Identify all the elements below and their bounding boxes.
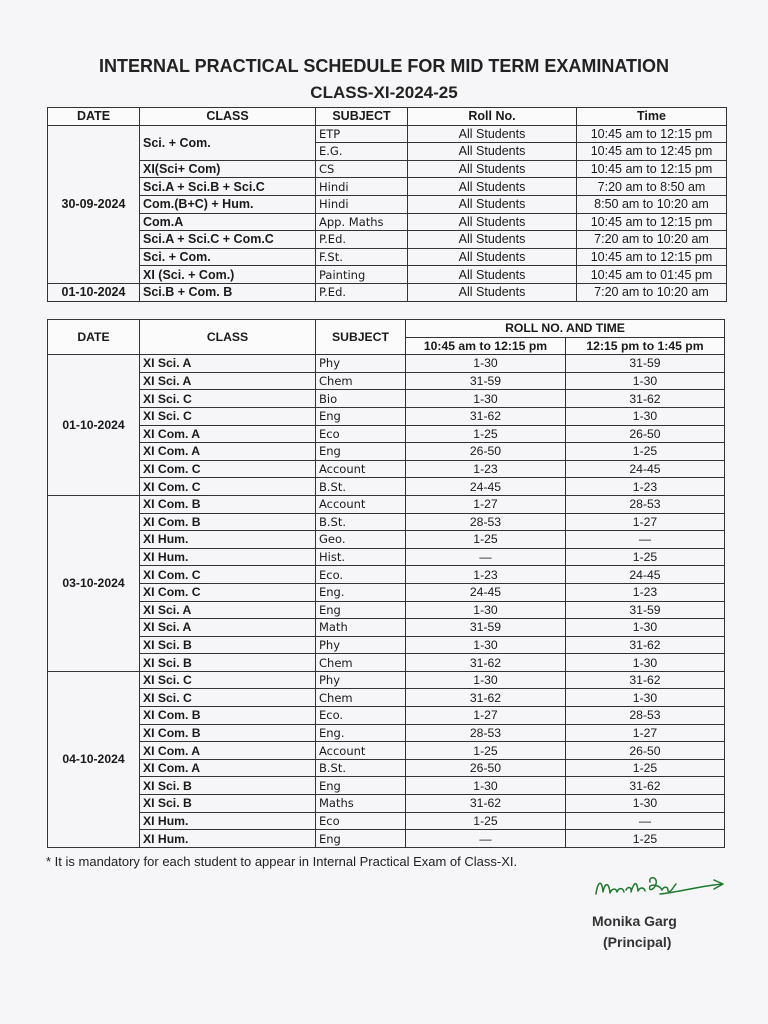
slot1-roll-cell: 31-59: [406, 619, 566, 637]
table-row: [48, 742, 725, 760]
table-row: [48, 266, 727, 284]
header-roll-no-and-time: ROLL NO. AND TIME: [406, 320, 725, 338]
subject-cell: Phy: [316, 636, 406, 654]
subject-cell: Phy: [316, 671, 406, 689]
time-cell: 10:45 am to 01:45 pm: [577, 266, 727, 284]
subject-cell: Chem: [316, 372, 406, 390]
subject-cell: B.St.: [316, 513, 406, 531]
class-cell: XI Com. C: [140, 566, 316, 584]
class-cell: XI Sci. B: [140, 654, 316, 672]
slot2-roll-cell: 1-23: [566, 478, 725, 496]
table-row: [48, 248, 727, 266]
slot2-roll-cell: 31-59: [566, 601, 725, 619]
subject-cell: Bio: [316, 390, 406, 408]
slot1-roll-cell: 1-30: [406, 671, 566, 689]
slot1-roll-cell: 31-62: [406, 795, 566, 813]
subject-cell: Eng: [316, 601, 406, 619]
slot1-roll-cell: 26-50: [406, 759, 566, 777]
slot1-roll-cell: 31-62: [406, 654, 566, 672]
class-cell: XI Sci. A: [140, 355, 316, 373]
class-cell: XI Com. C: [140, 583, 316, 601]
table-row: [48, 513, 725, 531]
subject-cell: Eng: [316, 777, 406, 795]
subject-cell: E.G.: [316, 143, 408, 161]
table-row: [48, 566, 725, 584]
subject-cell: Maths: [316, 795, 406, 813]
table2-header-row: [48, 320, 725, 338]
slot1-roll-cell: 1-27: [406, 495, 566, 513]
class-cell: XI Sci. C: [140, 407, 316, 425]
header-slot-2: 12:15 pm to 1:45 pm: [566, 337, 725, 355]
table-row: [48, 583, 725, 601]
slot2-roll-cell: 31-62: [566, 636, 725, 654]
date-cell: 03-10-2024: [48, 495, 140, 671]
header-class: CLASS: [140, 320, 316, 355]
table-row: [48, 160, 727, 178]
class-cell: XI Com. A: [140, 443, 316, 461]
subject-cell: Eco: [316, 425, 406, 443]
date-cell: 04-10-2024: [48, 671, 140, 847]
class-cell: XI Hum.: [140, 812, 316, 830]
time-cell: 10:45 am to 12:15 pm: [577, 248, 727, 266]
slot1-roll-cell: 1-23: [406, 566, 566, 584]
roll-no-cell: All Students: [408, 283, 577, 301]
date-cell: 30-09-2024: [48, 125, 140, 283]
schedule-table-2: [47, 319, 725, 848]
time-cell: 10:45 am to 12:15 pm: [577, 213, 727, 231]
table-row: [48, 812, 725, 830]
subject-cell: Chem: [316, 654, 406, 672]
slot1-roll-cell: 1-30: [406, 636, 566, 654]
time-cell: 7:20 am to 10:20 am: [577, 231, 727, 249]
table-row: [48, 283, 727, 301]
subject-cell: F.St.: [316, 248, 408, 266]
table-row: [48, 636, 725, 654]
slot1-roll-cell: 24-45: [406, 583, 566, 601]
time-cell: 10:45 am to 12:45 pm: [577, 143, 727, 161]
roll-no-cell: All Students: [408, 178, 577, 196]
subject-cell: Eco: [316, 812, 406, 830]
class-cell: Sci. + Com.: [140, 125, 316, 160]
class-cell: XI Com. B: [140, 724, 316, 742]
slot2-roll-cell: 1-30: [566, 407, 725, 425]
header-date: DATE: [48, 108, 140, 126]
slot2-roll-cell: 1-30: [566, 689, 725, 707]
slot2-roll-cell: 24-45: [566, 566, 725, 584]
class-cell: XI Com. A: [140, 759, 316, 777]
table1-header-row: [48, 108, 727, 126]
class-cell: Sci.B + Com. B: [140, 283, 316, 301]
roll-no-cell: All Students: [408, 160, 577, 178]
table-row: [48, 689, 725, 707]
class-cell: XI Sci. C: [140, 689, 316, 707]
slot1-roll-cell: 31-62: [406, 689, 566, 707]
roll-no-cell: All Students: [408, 125, 577, 143]
subject-cell: B.St.: [316, 759, 406, 777]
class-cell: Sci. + Com.: [140, 248, 316, 266]
time-cell: 10:45 am to 12:15 pm: [577, 160, 727, 178]
class-cell: XI Hum.: [140, 531, 316, 549]
class-cell: Sci.A + Sci.C + Com.C: [140, 231, 316, 249]
table-row: [48, 372, 725, 390]
slot1-roll-cell: 28-53: [406, 724, 566, 742]
table-row: [48, 195, 727, 213]
header-class: CLASS: [140, 108, 316, 126]
subject-cell: Chem: [316, 689, 406, 707]
subject-cell: Phy: [316, 355, 406, 373]
slot1-roll-cell: 1-30: [406, 777, 566, 795]
slot1-roll-cell: 1-30: [406, 355, 566, 373]
subject-cell: Hindi: [316, 178, 408, 196]
table-row: [48, 531, 725, 549]
table-row: [48, 777, 725, 795]
subject-cell: App. Maths: [316, 213, 408, 231]
slot2-roll-cell: 26-50: [566, 742, 725, 760]
subject-cell: Eng.: [316, 583, 406, 601]
header-subject: SUBJECT: [316, 108, 408, 126]
table-row: [48, 213, 727, 231]
document-title: INTERNAL PRACTICAL SCHEDULE FOR MID TERM EXAMINATION: [99, 56, 669, 76]
slot1-roll-cell: 1-25: [406, 812, 566, 830]
slot2-roll-cell: 24-45: [566, 460, 725, 478]
subject-cell: Eng: [316, 830, 406, 848]
subject-cell: Account: [316, 495, 406, 513]
principal-name: Monika Garg: [592, 913, 677, 929]
table-row: [48, 355, 725, 373]
header-slot-1: 10:45 am to 12:15 pm: [406, 337, 566, 355]
class-cell: XI Com. C: [140, 478, 316, 496]
principal-title: (Principal): [603, 934, 672, 950]
table-row: [48, 390, 725, 408]
table-row: [48, 125, 727, 143]
table-row: [48, 495, 725, 513]
subject-cell: Account: [316, 460, 406, 478]
subject-cell: Painting: [316, 266, 408, 284]
class-cell: XI Sci. A: [140, 601, 316, 619]
date-cell: 01-10-2024: [48, 283, 140, 301]
class-cell: XI (Sci. + Com.): [140, 266, 316, 284]
table-row: [48, 231, 727, 249]
subject-cell: Hindi: [316, 195, 408, 213]
roll-no-cell: All Students: [408, 213, 577, 231]
roll-no-cell: All Students: [408, 143, 577, 161]
slot2-roll-cell: 1-27: [566, 513, 725, 531]
slot2-roll-cell: 1-25: [566, 830, 725, 848]
slot1-roll-cell: 1-25: [406, 531, 566, 549]
table-row: [48, 178, 727, 196]
class-cell: XI Com. B: [140, 707, 316, 725]
subject-cell: Account: [316, 742, 406, 760]
table-row: [48, 707, 725, 725]
class-cell: XI Sci. B: [140, 795, 316, 813]
subject-cell: ETP: [316, 125, 408, 143]
roll-no-cell: All Students: [408, 248, 577, 266]
slot1-roll-cell: 1-30: [406, 601, 566, 619]
class-cell: XI Com. B: [140, 495, 316, 513]
class-cell: XI Sci. C: [140, 671, 316, 689]
schedule-table-1: [47, 107, 727, 302]
slot2-roll-cell: —: [566, 531, 725, 549]
header-roll-no: Roll No.: [408, 108, 577, 126]
time-cell: 10:45 am to 12:15 pm: [577, 125, 727, 143]
table-row: [48, 601, 725, 619]
slot1-roll-cell: 1-25: [406, 742, 566, 760]
date-cell: 01-10-2024: [48, 355, 140, 496]
mandatory-note: * It is mandatory for each student to appear in Internal Practical Exam of Class-XI.: [46, 854, 518, 869]
subject-cell: P.Ed.: [316, 231, 408, 249]
slot1-roll-cell: 31-62: [406, 407, 566, 425]
table-row: [48, 724, 725, 742]
slot2-roll-cell: 26-50: [566, 425, 725, 443]
slot2-roll-cell: 1-23: [566, 583, 725, 601]
table-row: [48, 795, 725, 813]
slot2-roll-cell: 1-25: [566, 443, 725, 461]
class-cell: XI Com. B: [140, 513, 316, 531]
slot2-roll-cell: 28-53: [566, 707, 725, 725]
subject-cell: Eng: [316, 443, 406, 461]
slot2-roll-cell: 1-25: [566, 548, 725, 566]
slot1-roll-cell: 1-23: [406, 460, 566, 478]
slot2-roll-cell: 1-30: [566, 654, 725, 672]
table-row: [48, 619, 725, 637]
slot1-roll-cell: 1-25: [406, 425, 566, 443]
slot1-roll-cell: 28-53: [406, 513, 566, 531]
table-row: [48, 548, 725, 566]
slot1-roll-cell: —: [406, 548, 566, 566]
class-cell: XI Com. C: [140, 460, 316, 478]
subject-cell: Eco.: [316, 707, 406, 725]
class-cell: XI Sci. A: [140, 372, 316, 390]
table-row: [48, 671, 725, 689]
table-row: [48, 830, 725, 848]
class-cell: XI Sci. B: [140, 636, 316, 654]
table-row: [48, 759, 725, 777]
table-row: [48, 478, 725, 496]
header-time: Time: [577, 108, 727, 126]
class-cell: Com.(B+C) + Hum.: [140, 195, 316, 213]
time-cell: 8:50 am to 10:20 am: [577, 195, 727, 213]
class-cell: XI(Sci+ Com): [140, 160, 316, 178]
slot2-roll-cell: 1-27: [566, 724, 725, 742]
header-subject: SUBJECT: [316, 320, 406, 355]
slot2-roll-cell: 31-62: [566, 777, 725, 795]
subject-cell: Eco.: [316, 566, 406, 584]
class-cell: XI Hum.: [140, 548, 316, 566]
class-cell: XI Com. A: [140, 742, 316, 760]
class-cell: XI Sci. B: [140, 777, 316, 795]
table-row: [48, 425, 725, 443]
header-date: DATE: [48, 320, 140, 355]
slot2-roll-cell: 1-25: [566, 759, 725, 777]
subject-cell: Eng: [316, 407, 406, 425]
slot1-roll-cell: 26-50: [406, 443, 566, 461]
class-cell: XI Hum.: [140, 830, 316, 848]
slot2-roll-cell: 31-59: [566, 355, 725, 373]
class-cell: Com.A: [140, 213, 316, 231]
slot1-roll-cell: 1-27: [406, 707, 566, 725]
slot2-roll-cell: —: [566, 812, 725, 830]
slot2-roll-cell: 1-30: [566, 372, 725, 390]
subject-cell: CS: [316, 160, 408, 178]
roll-no-cell: All Students: [408, 266, 577, 284]
roll-no-cell: All Students: [408, 231, 577, 249]
table-row: [48, 407, 725, 425]
class-cell: Sci.A + Sci.B + Sci.C: [140, 178, 316, 196]
class-cell: XI Com. A: [140, 425, 316, 443]
slot2-roll-cell: 1-30: [566, 795, 725, 813]
slot2-roll-cell: 1-30: [566, 619, 725, 637]
class-cell: XI Sci. C: [140, 390, 316, 408]
subject-cell: P.Ed.: [316, 283, 408, 301]
roll-no-cell: All Students: [408, 195, 577, 213]
subject-cell: Geo.: [316, 531, 406, 549]
time-cell: 7:20 am to 8:50 am: [577, 178, 727, 196]
slot1-roll-cell: 1-30: [406, 390, 566, 408]
subject-cell: Math: [316, 619, 406, 637]
table-row: [48, 443, 725, 461]
subject-cell: Hist.: [316, 548, 406, 566]
slot1-roll-cell: 31-59: [406, 372, 566, 390]
slot2-roll-cell: 31-62: [566, 390, 725, 408]
document-subtitle: CLASS-XI-2024-25: [310, 83, 458, 102]
slot1-roll-cell: 24-45: [406, 478, 566, 496]
slot2-roll-cell: 31-62: [566, 671, 725, 689]
slot1-roll-cell: —: [406, 830, 566, 848]
subject-cell: Eng.: [316, 724, 406, 742]
table-row: [48, 460, 725, 478]
principal-signature: [590, 872, 730, 904]
time-cell: 7:20 am to 10:20 am: [577, 283, 727, 301]
class-cell: XI Sci. A: [140, 619, 316, 637]
slot2-roll-cell: 28-53: [566, 495, 725, 513]
subject-cell: B.St.: [316, 478, 406, 496]
table-row: [48, 654, 725, 672]
